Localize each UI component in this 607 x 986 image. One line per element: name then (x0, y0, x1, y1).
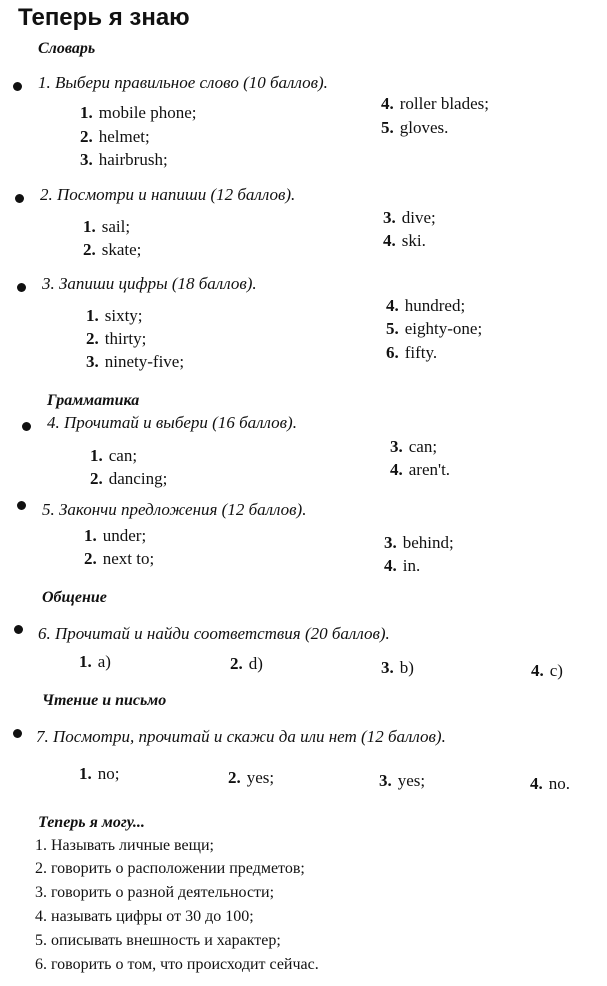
bullet-icon (22, 422, 31, 431)
can-list-item: 1. Называть личные вещи; (35, 837, 214, 854)
answer-item: 1. mobile phone; (80, 103, 197, 122)
answer-item: 1. no; (79, 764, 120, 783)
section-heading-reading: Чтение и письмо (42, 692, 167, 709)
section-heading-communication: Общение (42, 589, 107, 606)
answer-item: 2. d) (230, 654, 263, 673)
answer-item: 3. yes; (379, 771, 426, 790)
answer-item: 1. under; (84, 526, 147, 545)
answer-item: 1. sail; (83, 217, 131, 236)
answer-item: 5. gloves. (381, 118, 449, 137)
answer-item: 3. ninety-five; (86, 352, 185, 371)
section-heading-vocab: Словарь (38, 40, 96, 57)
answer-item: 6. fifty. (386, 343, 438, 362)
answer-item: 5. eighty-one; (386, 319, 483, 338)
answer-item: 2. helmet; (80, 127, 150, 146)
can-list-item: 2. говорить о расположении предметов; (35, 860, 305, 877)
answer-item: 2. next to; (84, 549, 155, 568)
answer-item: 2. thirty; (86, 329, 147, 348)
section-heading-grammar: Грамматика (47, 392, 140, 409)
bullet-icon (14, 625, 23, 634)
task-4-instruction: 4. Прочитай и выбери (16 баллов). (47, 413, 297, 432)
answer-item: 3. can; (390, 437, 438, 456)
answer-item: 4. hundred; (386, 296, 466, 315)
bullet-icon (15, 194, 24, 203)
task-3-instruction: 3. Запиши цифры (18 баллов). (42, 274, 257, 293)
answer-item: 4. aren't. (390, 460, 451, 479)
answer-item: 4. ski. (383, 231, 426, 250)
answer-item: 3. dive; (383, 208, 436, 227)
can-list-item: 5. описывать внешность и характер; (35, 932, 281, 949)
bullet-icon (17, 501, 26, 510)
answer-item: 2. skate; (83, 240, 142, 259)
answer-item: 1. a) (79, 652, 111, 671)
task-6-instruction: 6. Прочитай и найди соответствия (20 баллов). (38, 624, 390, 643)
can-list-item: 4. называть цифры от 30 до 100; (35, 908, 254, 925)
bullet-icon (17, 283, 26, 292)
page-title: Теперь я знаю (18, 4, 190, 31)
can-list-item: 3. говорить о разной деятельности; (35, 884, 275, 901)
task-1-instruction: 1. Выбери правильное слово (10 баллов). (38, 73, 328, 92)
answer-item: 2. yes; (228, 768, 275, 787)
task-7-instruction: 7. Посмотри, прочитай и скажи да или нет (12 баллов). (36, 727, 446, 746)
answer-item: 4. in. (384, 556, 421, 575)
answer-item: 2. dancing; (90, 469, 168, 488)
section-heading-can: Теперь я могу... (38, 814, 145, 831)
answer-item: 4. c) (531, 661, 563, 680)
answer-item: 3. hairbrush; (80, 150, 168, 169)
can-list-item: 6. говорить о том, что происходит сейчас. (35, 956, 319, 973)
task-5-instruction: 5. Закончи предложения (12 баллов). (42, 500, 307, 519)
answer-item: 3. behind; (384, 533, 454, 552)
answer-item: 1. can; (90, 446, 138, 465)
bullet-icon (13, 729, 22, 738)
task-2-instruction: 2. Посмотри и напиши (12 баллов). (40, 185, 296, 204)
answer-item: 1. sixty; (86, 306, 143, 325)
answer-item: 4. roller blades; (381, 94, 489, 113)
bullet-icon (13, 82, 22, 91)
answer-item: 3. b) (381, 658, 414, 677)
answer-item: 4. no. (530, 774, 570, 793)
